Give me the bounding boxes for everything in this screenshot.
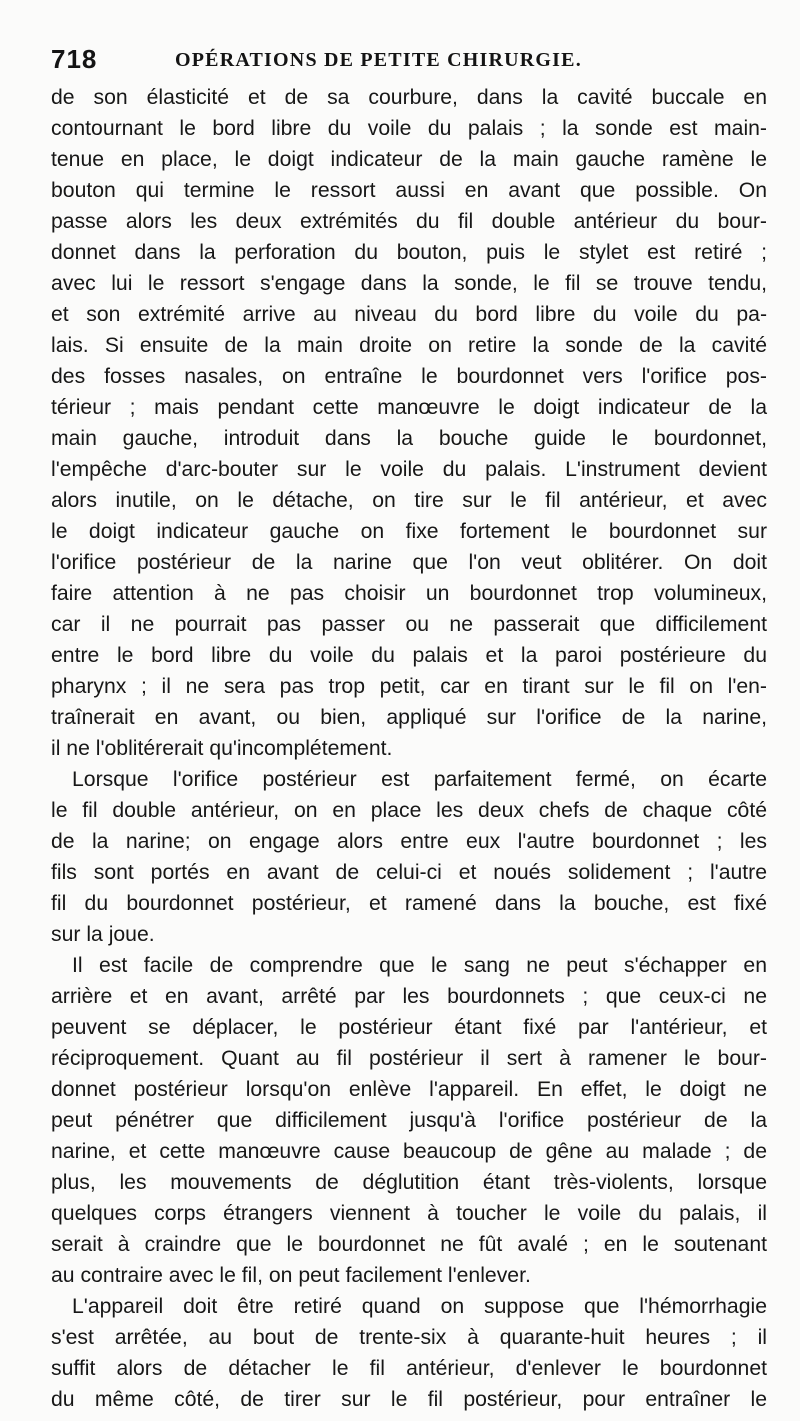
text-line: plus, les mouvements de déglutition étant très-violents, lorsque: [51, 1171, 767, 1194]
text-line: peuvent se déplacer, le postérieur étant fixé par l'antérieur, et: [51, 1016, 767, 1039]
paragraph-end-line: sur la joue.: [51, 923, 155, 946]
text-line: peut pénétrer que difficilement jusqu'à l'orifice postérieur de la: [51, 1109, 767, 1132]
text-line: le doigt indicateur gauche on fixe fortement le bourdonnet sur: [51, 520, 767, 543]
text-line: traînerait en avant, ou bien, appliqué sur l'orifice de la narine,: [51, 706, 767, 729]
text-line: lais. Si ensuite de la main droite on retire la sonde de la cavité: [51, 334, 767, 357]
text-line: contournant le bord libre du voile du palais ; la sonde est main-: [51, 117, 767, 140]
paragraph-end-line: il ne l'oblitérerait qu'incomplétement.: [51, 737, 393, 760]
text-line: tenue en place, le doigt indicateur de la main gauche ramène le: [51, 148, 767, 171]
text-line: serait à craindre que le bourdonnet ne fût avalé ; en le soutenant: [51, 1233, 767, 1256]
text-line: passe alors les deux extrémités du fil double antérieur du bour-: [51, 210, 767, 233]
paragraph-start-line: Lorsque l'orifice postérieur est parfaitement fermé, on écarte: [72, 768, 767, 791]
text-line: de son élasticité et de sa courbure, dans la cavité buccale en: [51, 86, 767, 109]
text-line: narine, et cette manœuvre cause beaucoup de gêne au malade ; de: [51, 1140, 767, 1163]
paragraph-end-line: au contraire avec le fil, on peut facilement l'enlever.: [51, 1264, 531, 1287]
text-line: le fil double antérieur, on en place les deux chefs de chaque côté: [51, 799, 767, 822]
text-line: fil du bourdonnet postérieur, et ramené dans la bouche, est fixé: [51, 892, 767, 915]
text-line: avec lui le ressort s'engage dans la sonde, le fil se trouve tendu,: [51, 272, 767, 295]
text-line: car il ne pourrait pas passer ou ne passerait que difficilement: [51, 613, 767, 636]
text-line: suffit alors de détacher le fil antérieur, d'enlever le bourdonnet: [51, 1357, 767, 1380]
body-text: [51, 82, 767, 1415]
text-line: main gauche, introduit dans la bouche guide le bourdonnet,: [51, 427, 767, 450]
page-number: 718: [51, 44, 98, 74]
text-line: des fosses nasales, on entraîne le bourdonnet vers l'orifice pos-: [51, 365, 767, 388]
running-head: [51, 44, 767, 80]
text-line: l'orifice postérieur de la narine que l'on veut oblitérer. On doit: [51, 551, 767, 574]
text-line: l'empêche d'arc-bouter sur le voile du palais. L'instrument devient: [51, 458, 767, 481]
text-line: et son extrémité arrive au niveau du bord libre du voile du pa-: [51, 303, 767, 326]
text-line: réciproquement. Quant au fil postérieur il sert à ramener le bour-: [51, 1047, 767, 1070]
text-line: entre le bord libre du voile du palais et la paroi postérieure du: [51, 644, 767, 667]
paragraph-start-line: L'appareil doit être retiré quand on suppose que l'hémorrhagie: [72, 1295, 767, 1318]
text-line: faire attention à ne pas choisir un bourdonnet trop volumineux,: [51, 582, 767, 605]
text-line: fils sont portés en avant de celui-ci et noués solidement ; l'autre: [51, 861, 767, 884]
text-line: donnet dans la perforation du bouton, puis le stylet est retiré ;: [51, 241, 767, 264]
text-line: pharynx ; il ne sera pas trop petit, car en tirant sur le fil on l'en-: [51, 675, 767, 698]
text-line: térieur ; mais pendant cette manœuvre le doigt indicateur de la: [51, 396, 767, 419]
text-line: arrière et en avant, arrêté par les bourdonnets ; que ceux-ci ne: [51, 985, 767, 1008]
text-line: du même côté, de tirer sur le fil postérieur, pour entraîner le: [51, 1388, 767, 1411]
text-line: quelques corps étrangers viennent à toucher le voile du palais, il: [51, 1202, 767, 1225]
text-line: bouton qui termine le ressort aussi en avant que possible. On: [51, 179, 767, 202]
text-line: donnet postérieur lorsqu'on enlève l'appareil. En effet, le doigt ne: [51, 1078, 767, 1101]
text-line: s'est arrêtée, au bout de trente-six à quarante-huit heures ; il: [51, 1326, 767, 1349]
text-line: de la narine; on engage alors entre eux l'autre bourdonnet ; les: [51, 830, 767, 853]
paragraph-start-line: Il est facile de comprendre que le sang ne peut s'échapper en: [72, 954, 767, 977]
text-line: alors inutile, on le détache, on tire sur le fil antérieur, et avec: [51, 489, 767, 512]
running-title: OPÉRATIONS DE PETITE CHIRURGIE.: [175, 49, 582, 71]
